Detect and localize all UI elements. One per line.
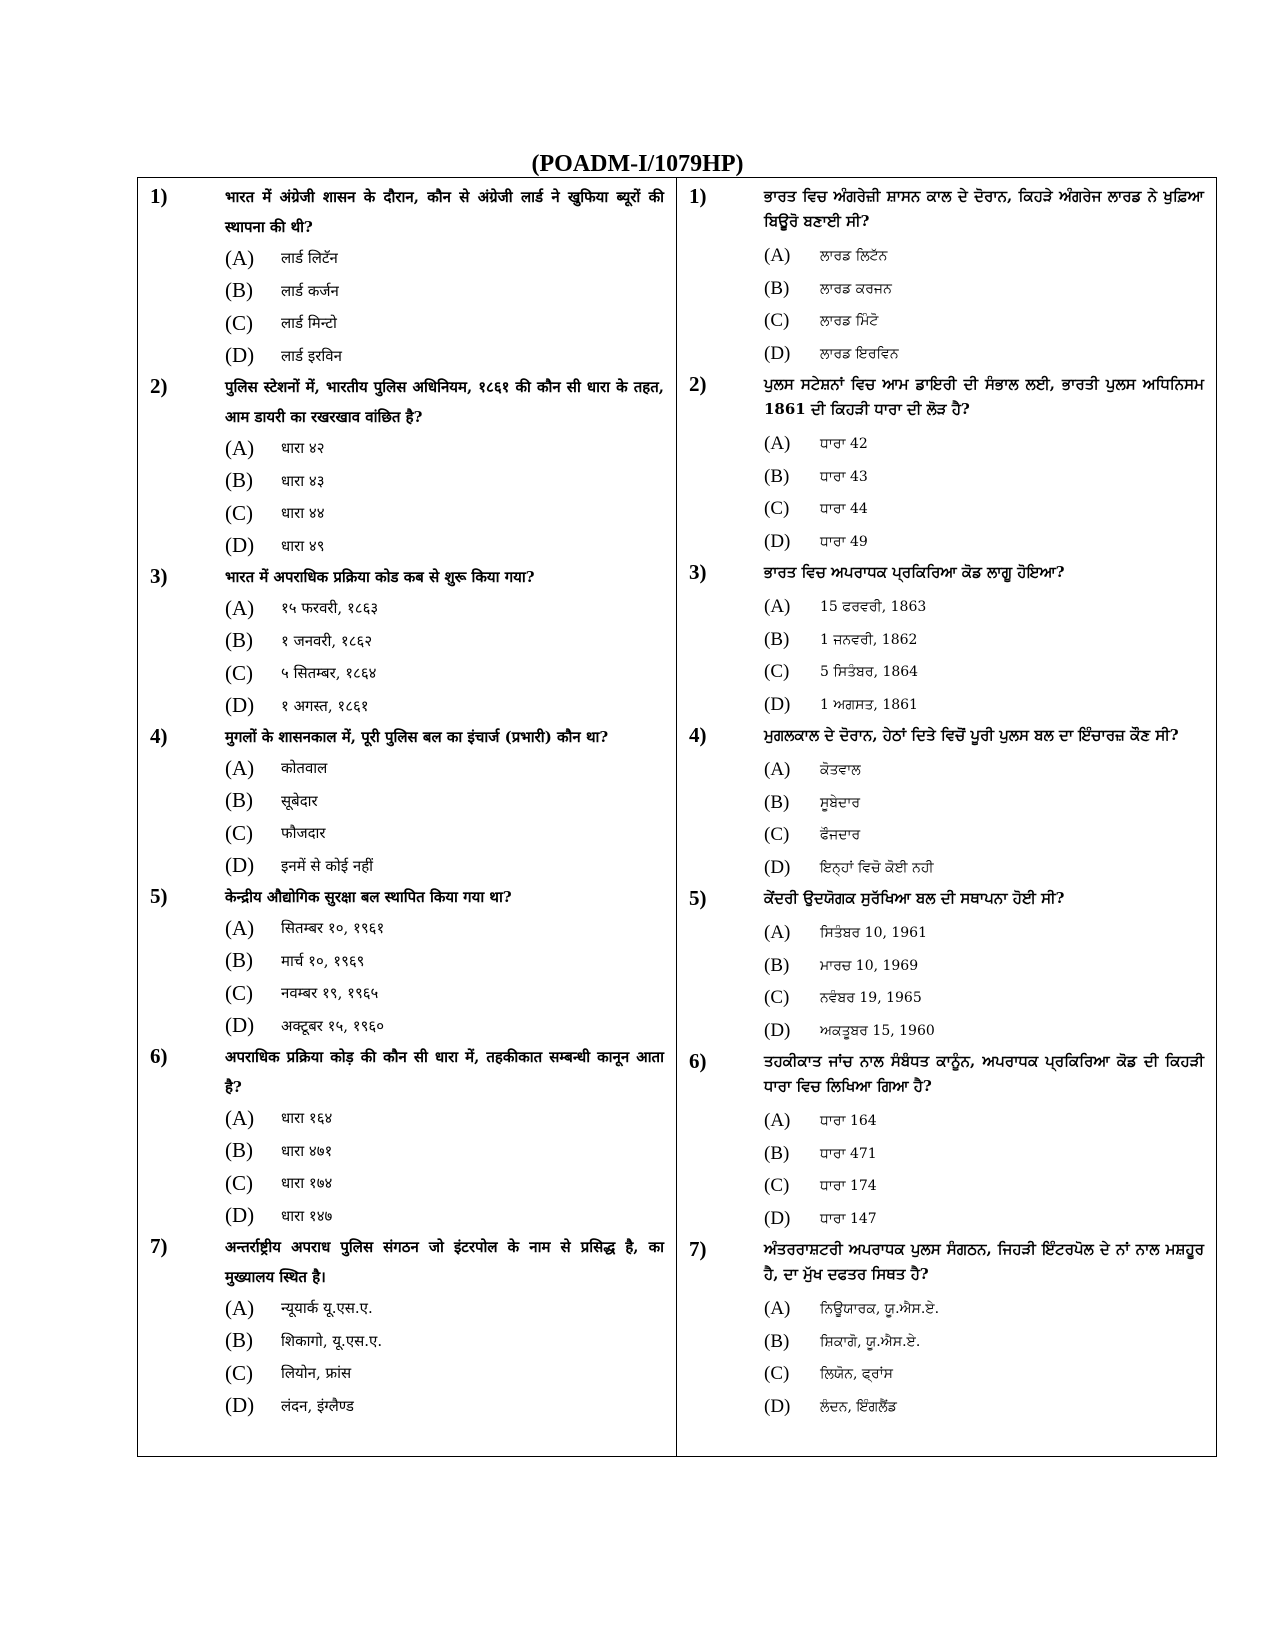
question-number: 4) xyxy=(150,724,168,748)
question-table xyxy=(137,177,1217,1457)
option-label: (B) xyxy=(225,1328,253,1353)
answer-option xyxy=(764,917,1216,950)
option-text: 15 ਫਰਵਰੀ, 1863 xyxy=(820,599,927,616)
option-label: (B) xyxy=(764,1142,790,1164)
option-text: धारा १७४ xyxy=(281,1174,333,1193)
option-text: 5 ਸਿਤੰਬਰ, 1864 xyxy=(820,664,919,681)
question-text: मुगलों के शासनकाल में, पूरी पुलिस बल का इंचार्ज (प्रभारी) कौन था? xyxy=(225,728,609,746)
option-text: ਸ਼ਿਕਾਗੋ, ਯੂ.ਐਸ.ਏ. xyxy=(820,1333,921,1350)
question-text: ਅੰਤਰਰਾਸ਼ਟਰੀ ਅਪਰਾਧਕ ਪੁਲਸ ਸੰਗਠਨ, ਜਿਹੜੀ ਇੰਟਰਪੋਲ ਦੇ ਨਾਂ ਨਾਲ ਮਸ਼ਹੂਰ ਹੈ, ਦਾ ਮੁੱਖ ਦਫਤਰ ਸਿਥਤ ਹੈ? xyxy=(764,1240,1204,1283)
option-text: सितम्बर १०, १९६१ xyxy=(281,919,385,938)
question-text: ਭਾਰਤ ਵਿਚ ਅੰਗਰੇਜ਼ੀ ਸ਼ਾਸਨ ਕਾਲ ਦੇ ਦੋਰਾਨ, ਕਿਹੜੇ ਅੰਗਰੇਜ ਲਾਰਡ ਨੇ ਖੁਫ਼ਿਆ ਬਿਊਰੋ ਬਣਾਈ ਸੀ? xyxy=(764,187,1204,230)
answer-option xyxy=(764,1170,1216,1203)
answer-option xyxy=(225,912,676,945)
option-text: ਲਾਰਡ ਇਰਵਿਨ xyxy=(820,345,899,362)
answer-option xyxy=(764,1015,1216,1048)
option-label: (B) xyxy=(225,948,253,973)
option-text: धारा ४९ xyxy=(281,536,325,555)
option-label: (B) xyxy=(764,465,790,487)
option-text: ਸਿਤੰਬਰ 10, 1961 xyxy=(820,925,928,942)
option-label: (A) xyxy=(764,245,791,267)
question-number: 5) xyxy=(689,886,707,910)
question-text: पुलिस स्टेशनों में, भारतीय पुलिस अधिनियम, १८६१ की कौन सी धारा के तहत, आम डायरी का रखरखाव वांछित है? xyxy=(225,378,664,426)
option-label: (B) xyxy=(764,628,790,650)
option-text: 1 ਜਨਵਰੀ, 1862 xyxy=(820,631,918,648)
question-6 xyxy=(677,1047,1216,1235)
hindi-column xyxy=(138,178,677,1456)
answer-option xyxy=(225,432,676,465)
answer-option xyxy=(764,656,1216,689)
option-label: (D) xyxy=(764,1395,791,1417)
option-label: (B) xyxy=(225,278,253,303)
answer-option xyxy=(764,1138,1216,1171)
option-text: ਨਵੰਬਰ 19, 1965 xyxy=(820,990,922,1007)
answer-option xyxy=(225,1102,676,1135)
question-text: अन्तर्राष्ट्रीय अपराध पुलिस संगठन जो इंटरपोल के नाम से प्रसिद्ध है, का मुख्यालय स्थित है। xyxy=(225,1238,664,1286)
question-4 xyxy=(138,722,676,882)
option-label: (D) xyxy=(225,693,255,718)
answer-option xyxy=(764,1358,1216,1391)
option-text: ਕੋਤਵਾਲ xyxy=(820,762,861,779)
option-label: (C) xyxy=(225,980,253,1005)
question-number: 3) xyxy=(689,560,707,584)
option-text: ਸੂਬੇਦਾਰ xyxy=(820,794,861,811)
answer-option xyxy=(225,1357,676,1390)
option-label: (D) xyxy=(764,856,791,878)
option-text: ५ सितम्बर, १८६४ xyxy=(281,664,377,683)
option-label: (A) xyxy=(764,922,791,944)
question-text: केन्द्रीय औद्योगिक सुरक्षा बल स्थापित किया गया था? xyxy=(225,888,512,906)
answer-option xyxy=(225,945,676,978)
question-6 xyxy=(138,1042,676,1232)
option-label: (B) xyxy=(225,788,253,813)
option-label: (B) xyxy=(764,1330,790,1352)
option-text: धारा ४७१ xyxy=(281,1141,333,1160)
option-label: (A) xyxy=(225,1105,255,1130)
answer-option xyxy=(225,690,676,723)
question-4 xyxy=(677,721,1216,884)
answer-option xyxy=(225,592,676,625)
question-1 xyxy=(138,182,676,372)
answer-option xyxy=(764,305,1216,338)
option-label: (D) xyxy=(764,342,791,364)
option-label: (C) xyxy=(764,1363,790,1385)
option-text: धारा ४२ xyxy=(281,439,325,458)
question-number: 1) xyxy=(150,184,168,208)
question-7 xyxy=(677,1235,1216,1423)
option-text: ਲਾਰਡ ਮਿੰਟੋ xyxy=(820,313,879,330)
option-text: ਲਿਯੋਨ, ਫ੍ਰਾਂਸ xyxy=(820,1366,894,1383)
question-5 xyxy=(138,882,676,1042)
option-label: (A) xyxy=(225,755,255,780)
option-label: (D) xyxy=(225,1203,255,1228)
answer-option xyxy=(764,1391,1216,1424)
option-text: न्यूयार्क यू.एस.ए. xyxy=(281,1299,373,1318)
option-text: लंदन, इंग्लैण्ड xyxy=(281,1396,354,1415)
option-label: (B) xyxy=(225,628,253,653)
question-text: ਮੁਗਲਕਾਲ ਦੇ ਦੋਰਾਨ, ਹੇਠਾਂ ਦਿਤੇ ਵਿਚੋਂ ਪੂਰੀ ਪੁਲਸ ਬਲ ਦਾ ਇੰਚਾਰਜ਼ ਕੌਣ ਸੀ? xyxy=(764,726,1179,744)
option-text: ਧਾਰਾ 174 xyxy=(820,1178,877,1195)
question-text: भारत में अंग्रेजी शासन के दौरान, कौन से अंग्रेजी लार्ड ने खुफिया ब्यूरों की स्थापना की थी? xyxy=(225,188,664,236)
option-text: फौजदार xyxy=(281,824,326,843)
answer-option xyxy=(764,428,1216,461)
answer-option xyxy=(225,1325,676,1358)
question-number: 4) xyxy=(689,723,707,747)
question-7 xyxy=(138,1232,676,1422)
option-text: लार्ड कर्जन xyxy=(281,281,339,300)
option-label: (C) xyxy=(764,987,790,1009)
answer-option xyxy=(764,1293,1216,1326)
option-text: ਇਨ੍ਹਾਂ ਵਿਚੋ ਕੋਈ ਨਹੀ xyxy=(820,859,934,876)
option-text: कोतवाल xyxy=(281,759,328,778)
option-text: ਲਾਰਡ ਕਰਜਨ xyxy=(820,280,892,297)
question-number: 3) xyxy=(150,564,168,588)
option-text: लार्ड लिटॅन xyxy=(281,249,338,268)
answer-option xyxy=(225,275,676,308)
question-3 xyxy=(677,558,1216,721)
answer-option xyxy=(764,526,1216,559)
answer-option xyxy=(225,340,676,373)
question-number: 2) xyxy=(689,372,707,396)
option-text: १ जनवरी, १८६२ xyxy=(281,631,373,650)
question-number: 6) xyxy=(689,1049,707,1073)
punjabi-column xyxy=(677,178,1216,1456)
option-text: मार्च १०, १९६९ xyxy=(281,951,365,970)
answer-option xyxy=(764,338,1216,371)
option-text: ਧਾਰਾ 471 xyxy=(820,1145,877,1162)
question-text: ਤਹਕੀਕਾਤ ਜਾਂਚ ਨਾਲ ਸੰਬੰਧਤ ਕਾਨੂੰਨ, ਅਪਰਾਧਕ ਪ੍ਰਕਿਰਿਆ ਕੋਡ ਦੀ ਕਿਹੜੀ ਧਾਰਾ ਵਿਚ ਲਿਖਿਆ ਗਿਆ ਹੈ? xyxy=(764,1052,1204,1095)
option-text: ਨਿਊਯਾਰਕ, ਯੂ.ਐਸ.ਏ. xyxy=(820,1301,940,1318)
option-label: (B) xyxy=(764,791,790,813)
option-label: (C) xyxy=(764,1175,790,1197)
answer-option xyxy=(764,624,1216,657)
option-text: इनमें से कोई नहीं xyxy=(281,856,374,875)
option-label: (A) xyxy=(764,433,791,455)
question-text: भारत में अपराधिक प्रक्रिया कोड कब से शुरू किया गया? xyxy=(225,568,535,586)
option-text: ਅਕਤੂਬਰ 15, 1960 xyxy=(820,1022,935,1039)
answer-option xyxy=(225,1167,676,1200)
answer-option xyxy=(764,819,1216,852)
answer-option xyxy=(764,273,1216,306)
option-label: (D) xyxy=(225,853,255,878)
option-label: (B) xyxy=(225,468,253,493)
question-number: 6) xyxy=(150,1044,168,1068)
answer-option xyxy=(225,242,676,275)
answer-option xyxy=(225,465,676,498)
option-label: (D) xyxy=(764,693,791,715)
option-text: १५ फरवरी, १८६३ xyxy=(281,599,379,618)
option-text: ਮਾਰਚ 10, 1969 xyxy=(820,957,919,974)
answer-option xyxy=(764,240,1216,273)
answer-option xyxy=(764,754,1216,787)
option-text: ਲਾਰਡ ਲਿਟੱਨ xyxy=(820,248,888,265)
question-2 xyxy=(138,372,676,562)
option-text: ਫੌਜਦਾਰ xyxy=(820,827,861,844)
answer-option xyxy=(225,817,676,850)
option-label: (A) xyxy=(764,596,791,618)
option-label: (D) xyxy=(225,1393,255,1418)
question-1 xyxy=(677,182,1216,370)
answer-option xyxy=(225,530,676,563)
answer-option xyxy=(225,752,676,785)
option-label: (C) xyxy=(225,1170,253,1195)
option-label: (C) xyxy=(764,498,790,520)
option-label: (D) xyxy=(225,533,255,558)
option-label: (A) xyxy=(225,1295,255,1320)
question-number: 7) xyxy=(150,1234,168,1258)
answer-option xyxy=(764,852,1216,885)
question-text: ਭਾਰਤ ਵਿਚ ਅਪਰਾਧਕ ਪ੍ਰਕਿਰਿਆ ਕੋਡ ਲਾਗੂ ਹੋਇਆ? xyxy=(764,563,1065,581)
answer-option xyxy=(764,1326,1216,1359)
option-text: 1 ਅਗਸਤ, 1861 xyxy=(820,696,918,713)
option-text: लियोन, फ्रांस xyxy=(281,1364,352,1383)
option-label: (A) xyxy=(225,435,255,460)
answer-option xyxy=(764,982,1216,1015)
answer-option xyxy=(225,625,676,658)
option-text: धारा ४४ xyxy=(281,504,325,523)
option-label: (C) xyxy=(764,824,790,846)
option-text: १ अगस्त, १८६१ xyxy=(281,696,369,715)
option-label: (B) xyxy=(764,954,790,976)
answer-option xyxy=(764,950,1216,983)
option-text: शिकागो, यू.एस.ए. xyxy=(281,1331,383,1350)
answer-option xyxy=(225,1200,676,1233)
option-text: धारा १४७ xyxy=(281,1206,333,1225)
question-number: 2) xyxy=(150,374,168,398)
answer-option xyxy=(225,977,676,1010)
answer-option xyxy=(764,689,1216,722)
option-label: (A) xyxy=(225,245,255,270)
answer-option xyxy=(764,1203,1216,1236)
option-label: (A) xyxy=(225,915,255,940)
answer-option xyxy=(225,850,676,883)
option-label: (D) xyxy=(764,1019,791,1041)
question-2 xyxy=(677,370,1216,558)
option-text: धारा ४३ xyxy=(281,471,325,490)
question-number: 5) xyxy=(150,884,168,908)
option-text: ਧਾਰਾ 44 xyxy=(820,501,868,518)
option-label: (C) xyxy=(225,820,253,845)
answer-option xyxy=(764,787,1216,820)
option-text: लार्ड इरविन xyxy=(281,346,342,365)
option-text: ਲੰਦਨ, ਇੰਗਲੈਂਡ xyxy=(820,1398,897,1415)
question-text: अपराधिक प्रक्रिया कोड़ की कौन सी धारा में, तहकीकात सम्बन्धी कानून आता है? xyxy=(225,1048,664,1096)
option-label: (C) xyxy=(225,660,253,685)
option-label: (C) xyxy=(225,1360,253,1385)
question-text: ਪੁਲਸ ਸਟੇਸ਼ਨਾਂ ਵਿਚ ਆਮ ਡਾਇਰੀ ਦੀ ਸੰਭਾਲ ਲਈ, ਭਾਰਤੀ ਪੁਲਸ ਅਧਿਨਿਸਮ 1861 ਦੀ ਕਿਹੜੀ ਧਾਰਾ ਦੀ ਲੋੜ ਹੈ? xyxy=(764,375,1204,418)
answer-option xyxy=(225,1135,676,1168)
option-text: अक्टूबर १५, १९६० xyxy=(281,1016,384,1035)
answer-option xyxy=(225,785,676,818)
option-label: (C) xyxy=(764,310,790,332)
answer-option xyxy=(225,1292,676,1325)
answer-option xyxy=(225,307,676,340)
option-label: (A) xyxy=(764,759,791,781)
option-label: (D) xyxy=(225,1013,255,1038)
answer-option xyxy=(225,657,676,690)
option-text: ਧਾਰਾ 164 xyxy=(820,1113,877,1130)
question-5 xyxy=(677,884,1216,1047)
option-label: (C) xyxy=(225,500,253,525)
option-text: ਧਾਰਾ 42 xyxy=(820,436,868,453)
option-label: (B) xyxy=(764,277,790,299)
option-text: ਧਾਰਾ 147 xyxy=(820,1210,877,1227)
option-text: ਧਾਰਾ 43 xyxy=(820,468,868,485)
answer-option xyxy=(764,493,1216,526)
answer-option xyxy=(225,1390,676,1423)
page-title: (POADM-I/1079HP) xyxy=(531,151,744,177)
answer-option xyxy=(764,461,1216,494)
option-label: (D) xyxy=(764,1207,791,1229)
option-text: ਧਾਰਾ 49 xyxy=(820,533,868,550)
answer-option xyxy=(764,1105,1216,1138)
question-3 xyxy=(138,562,676,722)
answer-option xyxy=(225,497,676,530)
question-number: 7) xyxy=(689,1237,707,1261)
question-text: ਕੇਂਦਰੀ ਉਦਯੋਗਕ ਸੁਰੱਖਿਆ ਬਲ ਦੀ ਸਥਾਪਨਾ ਹੋਈ ਸੀ? xyxy=(764,889,1065,907)
option-text: लार्ड मिन्टो xyxy=(281,314,337,333)
option-label: (C) xyxy=(764,661,790,683)
option-label: (C) xyxy=(225,310,253,335)
option-label: (D) xyxy=(764,530,791,552)
question-number: 1) xyxy=(689,184,707,208)
option-label: (B) xyxy=(225,1138,253,1163)
answer-option xyxy=(764,591,1216,624)
option-text: नवम्बर १९, १९६५ xyxy=(281,984,379,1003)
option-text: धारा १६४ xyxy=(281,1109,333,1128)
option-label: (A) xyxy=(764,1110,791,1132)
option-label: (A) xyxy=(764,1298,791,1320)
option-text: सूबेदार xyxy=(281,791,318,810)
option-label: (D) xyxy=(225,343,255,368)
answer-option xyxy=(225,1010,676,1043)
option-label: (A) xyxy=(225,595,255,620)
